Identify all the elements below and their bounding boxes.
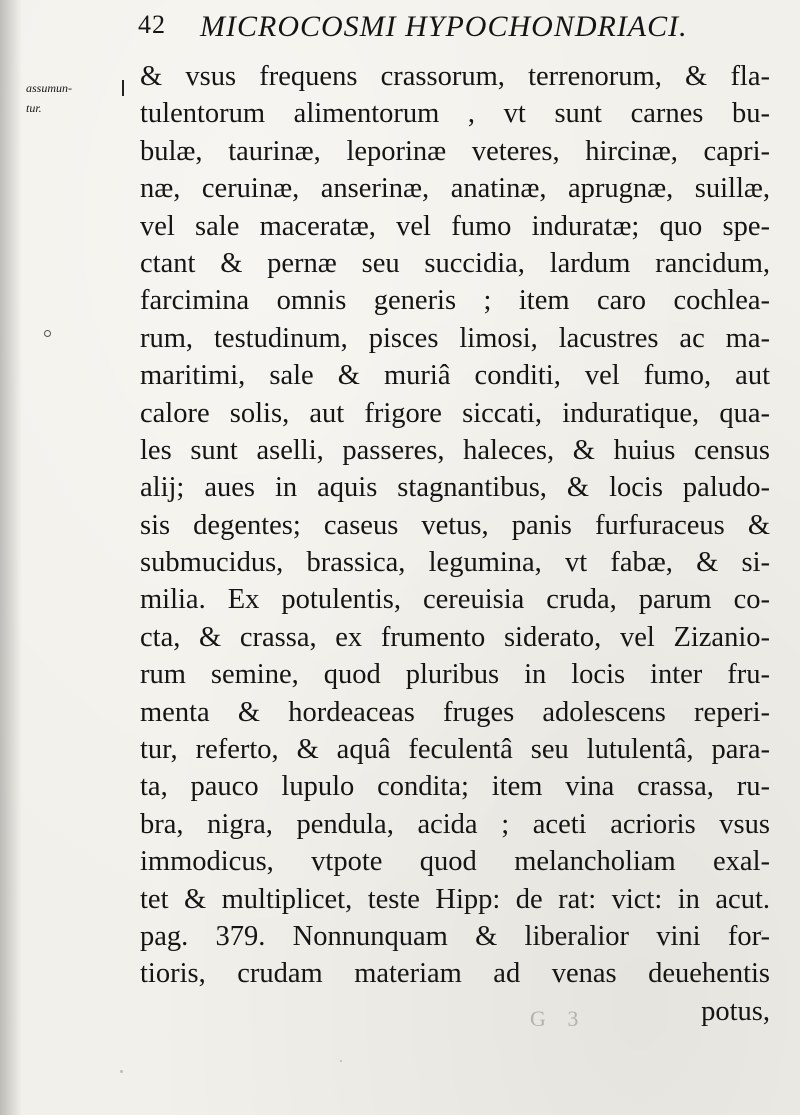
text-line: pag. 379. Nonnunquam & liberalior vini for- (140, 920, 770, 952)
margin-speck (44, 330, 51, 337)
text-line: næ, ceruinæ, anserinæ, anatinæ, aprugnæ, suillæ, (140, 173, 770, 205)
running-title: MICROCOSMI HYPOCHONDRIACI. (200, 10, 688, 43)
text-line: sis degentes; caseus vetus, panis furfuraceus & (140, 509, 770, 541)
gutter-shadow (0, 0, 22, 1115)
text-line: ctant & pernæ seu succidia, lardum rancidum, (140, 247, 770, 279)
text-line: milia. Ex potulentis, cereuisia cruda, parum co- (140, 584, 770, 616)
text-line: menta & hordeaceas fruges adolescens reperi- (140, 696, 770, 728)
catchword: potus, (701, 995, 770, 1027)
signature-mark: G 3 (530, 1006, 587, 1031)
page-number: 42 (138, 10, 166, 39)
text-line: farcimina omnis generis ; item caro cochlea- (140, 285, 770, 317)
marginal-rule (122, 80, 124, 96)
marginal-note-line-1: assumun- (26, 81, 73, 95)
marginal-note-line-2: tur. (26, 101, 42, 115)
text-line: les sunt aselli, passeres, haleces, & huius census (140, 434, 770, 466)
text-line: rum, testudinum, pisces limosi, lacustres ac ma- (140, 322, 770, 354)
marginal-note (26, 78, 121, 118)
text-line: & vsus frequens crassorum, terrenorum, & fla- (140, 61, 770, 92)
text-line: maritimi, sale & muriâ conditi, vel fumo, aut (140, 360, 770, 392)
paper-speck (120, 1070, 123, 1073)
text-line: calore solis, aut frigore siccati, induratique, qua- (140, 397, 770, 429)
text-line: ta, pauco lupulo condita; item vina crassa, ru- (140, 771, 770, 803)
text-line: tulentorum alimentorum , vt sunt carnes bu- (140, 98, 770, 130)
text-line: bulæ, taurinæ, leporinæ veteres, hircinæ, capri- (140, 135, 770, 167)
body-text (140, 58, 770, 1030)
text-line: tur, referto, & aquâ feculentâ seu lutulentâ, para- (140, 734, 770, 766)
text-line: bra, nigra, pendula, acida ; aceti acrioris vsus (140, 808, 770, 840)
text-line: immodicus, vtpote quod melancholiam exal- (140, 846, 770, 878)
text-line: rum semine, quod pluribus in locis inter fru- (140, 659, 770, 691)
text-line: submucidus, brassica, legumina, vt fabæ, & si- (140, 547, 770, 579)
text-line: alij; aues in aquis stagnantibus, & locis paludo- (140, 472, 770, 504)
text-line: tioris, crudam materiam ad venas deuehentis (140, 958, 770, 990)
paper-speck (760, 930, 763, 932)
page-header (138, 10, 758, 48)
text-line: vel sale maceratæ, vel fumo induratæ; quo spe- (140, 210, 770, 242)
text-line: cta, & crassa, ex frumento siderato, vel Zizanio- (140, 621, 770, 653)
paper-speck (340, 1060, 342, 1062)
text-line: tet & multiplicet, teste Hipp: de rat: vict: in acut. (140, 883, 770, 915)
